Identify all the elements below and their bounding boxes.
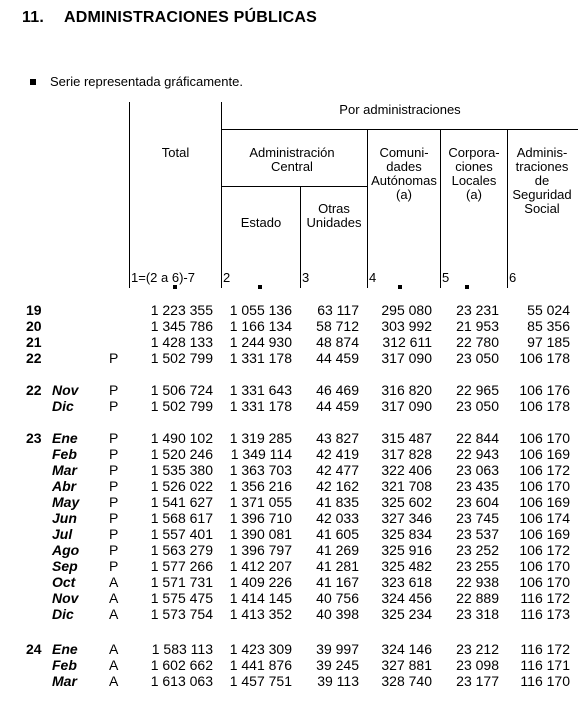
column-number: 6 — [509, 270, 517, 285]
table-row — [0, 383, 578, 398]
row-month: Mar — [52, 673, 77, 689]
divider — [507, 130, 508, 288]
table-cell: 321 708 — [381, 478, 432, 494]
header-por-administraciones: Por administraciones — [339, 102, 461, 117]
divider — [440, 130, 441, 288]
table-cell: 1 319 285 — [229, 430, 292, 446]
table-cell: 116 170 — [520, 673, 570, 689]
graphic-series-marker-icon — [173, 285, 177, 289]
row-month: Sep — [52, 558, 78, 574]
table-cell: 21 953 — [456, 318, 499, 334]
row-flag: P — [109, 462, 119, 478]
table-row — [0, 351, 578, 366]
table-cell: 23 537 — [456, 526, 499, 542]
table-cell: 317 828 — [381, 446, 432, 462]
table-cell: 322 406 — [381, 462, 432, 478]
table-cell: 41 167 — [316, 574, 359, 590]
table-cell: 1 356 216 — [229, 478, 292, 494]
header-seguridad-social: Adminis- traciones de Seguridad Social — [512, 145, 572, 216]
table-cell: 1 428 133 — [150, 334, 213, 350]
table-cell: 44 459 — [316, 350, 359, 366]
table-cell: 106 170 — [519, 558, 570, 574]
row-month: Dic — [52, 606, 74, 622]
table-cell: 48 874 — [316, 334, 359, 350]
table-cell: 1 371 055 — [229, 494, 292, 510]
table-cell: 106 176 — [519, 382, 570, 398]
table-cell: 1 502 799 — [150, 398, 213, 414]
table-cell: 1 223 355 — [150, 302, 213, 318]
table-row — [0, 575, 578, 590]
table-cell: 42 033 — [316, 510, 359, 526]
table-cell: 1 390 081 — [229, 526, 292, 542]
table-cell: 41 281 — [316, 558, 359, 574]
table-cell: 1 413 352 — [229, 606, 292, 622]
table-cell: 1 396 797 — [229, 542, 292, 558]
header-total: Total — [161, 145, 190, 160]
row-flag: P — [109, 350, 119, 366]
table-cell: 295 080 — [381, 302, 432, 318]
table-row — [0, 527, 578, 542]
row-month: Jul — [52, 526, 73, 542]
table-row — [0, 543, 578, 558]
table-cell: 317 090 — [381, 350, 432, 366]
table-cell: 1 490 102 — [150, 430, 213, 446]
row-month: Ago — [52, 542, 80, 558]
table-row — [0, 479, 578, 494]
table-cell: 106 174 — [519, 510, 570, 526]
column-number: 2 — [223, 270, 231, 285]
table-cell: 1 502 799 — [150, 350, 213, 366]
table-row — [0, 335, 578, 350]
row-month: Mar — [52, 462, 77, 478]
row-month: Feb — [52, 446, 77, 462]
table-cell: 63 117 — [317, 302, 359, 318]
row-month: Ene — [52, 430, 78, 446]
divider — [129, 102, 130, 288]
table-cell: 1 583 113 — [151, 641, 213, 657]
row-flag: P — [109, 526, 119, 542]
table-cell: 323 618 — [381, 574, 432, 590]
table-cell: 23 255 — [456, 558, 499, 574]
row-flag: P — [109, 398, 119, 414]
table-cell: 1 571 731 — [150, 574, 213, 590]
table-cell: 1 577 266 — [150, 558, 213, 574]
divider — [221, 129, 578, 130]
table-row — [0, 495, 578, 510]
table-row — [0, 658, 578, 673]
table-cell: 42 477 — [316, 462, 359, 478]
header-estado: Estado — [240, 215, 282, 230]
column-number: 4 — [369, 270, 377, 285]
table-cell: 312 611 — [382, 334, 432, 350]
table-cell: 1 363 703 — [229, 462, 292, 478]
row-year: 22 — [26, 350, 42, 366]
table-cell: 23 252 — [456, 542, 499, 558]
divider — [367, 130, 368, 288]
row-year: 21 — [26, 334, 42, 350]
table-cell: 58 712 — [316, 318, 359, 334]
table-cell: 116 173 — [520, 606, 570, 622]
table-cell: 1 535 380 — [150, 462, 213, 478]
table-cell: 106 172 — [519, 462, 570, 478]
table-cell: 39 245 — [316, 657, 359, 673]
table-cell: 1 055 136 — [229, 302, 292, 318]
table-cell: 106 178 — [519, 398, 570, 414]
graphic-series-marker-icon — [258, 285, 262, 289]
table-cell: 303 992 — [381, 318, 432, 334]
table-cell: 1 423 309 — [229, 641, 292, 657]
row-flag: P — [109, 430, 119, 446]
note-text: Serie representada gráficamente. — [50, 74, 243, 89]
table-cell: 327 346 — [381, 510, 432, 526]
header-corporaciones-locales: Corpora- ciones Locales (a) — [448, 145, 500, 202]
table-row — [0, 607, 578, 622]
column-number: 3 — [302, 270, 310, 285]
table-cell: 22 889 — [456, 590, 499, 606]
row-flag: P — [109, 510, 119, 526]
table-cell: 43 827 — [316, 430, 359, 446]
table-cell: 23 231 — [456, 302, 499, 318]
row-month: Nov — [52, 382, 79, 398]
table-cell: 1 244 930 — [229, 334, 292, 350]
table-cell: 315 487 — [381, 430, 432, 446]
square-bullet-icon — [30, 79, 36, 85]
table-cell: 85 356 — [527, 318, 570, 334]
row-month: Jun — [52, 510, 77, 526]
row-flag: P — [109, 382, 119, 398]
table-cell: 106 169 — [519, 446, 570, 462]
header-comunidades-autonomas: Comuni- dades Autónomas (a) — [371, 145, 437, 202]
table-cell: 39 113 — [317, 673, 359, 689]
row-month: Abr — [52, 478, 77, 494]
table-row — [0, 511, 578, 526]
table-cell: 23 050 — [456, 398, 499, 414]
table-cell: 1 331 178 — [229, 350, 292, 366]
graphic-series-note — [30, 74, 243, 89]
table-cell: 116 172 — [520, 590, 570, 606]
table-row — [0, 303, 578, 318]
row-flag: P — [109, 494, 119, 510]
row-year: 19 — [26, 302, 42, 318]
title-text: ADMINISTRACIONES PÚBLICAS — [64, 9, 318, 26]
table-cell: 42 419 — [316, 446, 359, 462]
table-cell: 316 820 — [381, 382, 432, 398]
table-cell: 23 745 — [456, 510, 499, 526]
table-cell: 1 541 627 — [150, 494, 213, 510]
table-cell: 317 090 — [381, 398, 432, 414]
table-cell: 325 482 — [381, 558, 432, 574]
table-row — [0, 447, 578, 462]
table-cell: 41 605 — [316, 526, 359, 542]
table-cell: 106 170 — [519, 430, 570, 446]
table-cell: 22 938 — [456, 574, 499, 590]
table-cell: 325 234 — [381, 606, 432, 622]
table-cell: 23 212 — [456, 641, 499, 657]
table-cell: 1 563 279 — [150, 542, 213, 558]
column-number: 5 — [442, 270, 450, 285]
table-cell: 55 024 — [527, 302, 570, 318]
graphic-series-marker-icon — [465, 285, 469, 289]
divider — [221, 186, 367, 187]
row-month: Feb — [52, 657, 77, 673]
row-month: Ene — [52, 641, 78, 657]
table-cell: 328 740 — [381, 673, 432, 689]
row-year: 24 — [26, 641, 42, 657]
table-cell: 40 756 — [316, 590, 359, 606]
table-cell: 23 050 — [456, 350, 499, 366]
header-otras-unidades: Otras Unidades — [306, 201, 362, 230]
table-row — [0, 559, 578, 574]
table-cell: 41 269 — [316, 542, 359, 558]
table-cell: 42 162 — [316, 478, 359, 494]
row-month: Dic — [52, 398, 74, 414]
table-cell: 1 520 246 — [150, 446, 213, 462]
table-cell: 325 834 — [381, 526, 432, 542]
column-number: 1=(2 a 6)-7 — [131, 270, 195, 285]
table-row — [0, 642, 578, 657]
table-cell: 22 943 — [456, 446, 499, 462]
row-month: Nov — [52, 590, 79, 606]
table-cell: 1 457 751 — [229, 673, 292, 689]
table-cell: 40 398 — [316, 606, 359, 622]
row-month: May — [52, 494, 80, 510]
table-cell: 1 166 134 — [229, 318, 292, 334]
row-flag: A — [109, 590, 119, 606]
table-cell: 97 185 — [527, 334, 570, 350]
table-cell: 1 345 786 — [150, 318, 213, 334]
table-cell: 1 557 401 — [150, 526, 213, 542]
table-cell: 1 613 063 — [150, 673, 213, 689]
table-row — [0, 591, 578, 606]
table-cell: 1 506 724 — [150, 382, 213, 398]
table-cell: 106 169 — [519, 526, 570, 542]
table-cell: 325 916 — [381, 542, 432, 558]
table-cell: 22 780 — [456, 334, 499, 350]
table-cell: 22 965 — [456, 382, 499, 398]
table-cell: 23 177 — [456, 673, 499, 689]
table-cell: 23 604 — [456, 494, 499, 510]
header-administracion-central: Administración Central — [249, 145, 335, 174]
table-cell: 106 178 — [519, 350, 570, 366]
table-cell: 106 170 — [519, 478, 570, 494]
table-cell: 1 441 876 — [229, 657, 292, 673]
table-cell: 116 171 — [520, 657, 570, 673]
table-cell: 1 331 643 — [229, 382, 292, 398]
row-flag: P — [109, 446, 119, 462]
table-cell: 23 063 — [456, 462, 499, 478]
row-flag: A — [109, 606, 119, 622]
table-cell: 46 469 — [316, 382, 359, 398]
table-cell: 106 172 — [519, 542, 570, 558]
table-cell: 1 575 475 — [150, 590, 213, 606]
table-cell: 324 146 — [381, 641, 432, 657]
table-cell: 1 412 207 — [229, 558, 292, 574]
row-flag: A — [109, 673, 119, 689]
row-year: 22 — [26, 382, 42, 398]
table-cell: 23 318 — [456, 606, 499, 622]
table-cell: 22 844 — [456, 430, 499, 446]
table-cell: 41 835 — [316, 494, 359, 510]
row-flag: A — [109, 574, 119, 590]
table-row — [0, 399, 578, 414]
graphic-series-marker-icon — [398, 285, 402, 289]
row-flag: A — [109, 641, 119, 657]
table-row — [0, 319, 578, 334]
table-cell: 44 459 — [316, 398, 359, 414]
row-flag: P — [109, 558, 119, 574]
table-cell: 23 098 — [456, 657, 499, 673]
page-title — [22, 9, 317, 27]
table-cell: 23 435 — [456, 478, 499, 494]
row-flag: P — [109, 542, 119, 558]
table-row — [0, 431, 578, 446]
table-cell: 116 172 — [520, 641, 570, 657]
table-cell: 39 997 — [316, 641, 359, 657]
table-cell: 1 331 178 — [229, 398, 292, 414]
table-cell: 1 568 617 — [150, 510, 213, 526]
table-cell: 106 169 — [519, 494, 570, 510]
row-month: Oct — [52, 574, 76, 590]
row-year: 20 — [26, 318, 42, 334]
row-flag: P — [109, 478, 119, 494]
row-flag: A — [109, 657, 119, 673]
table-cell: 324 456 — [381, 590, 432, 606]
table-cell: 1 526 022 — [150, 478, 213, 494]
table-row — [0, 463, 578, 478]
table-cell: 1 349 114 — [230, 446, 292, 462]
table-cell: 327 881 — [381, 657, 432, 673]
table-cell: 1 396 710 — [229, 510, 292, 526]
title-number: 11. — [22, 9, 44, 26]
table-cell: 1 414 145 — [229, 590, 292, 606]
table-cell: 1 573 754 — [150, 606, 213, 622]
table-cell: 1 602 662 — [150, 657, 213, 673]
table-cell: 325 602 — [381, 494, 432, 510]
table-cell: 106 170 — [519, 574, 570, 590]
table-cell: 1 409 226 — [229, 574, 292, 590]
table-row — [0, 674, 578, 689]
row-year: 23 — [26, 430, 42, 446]
